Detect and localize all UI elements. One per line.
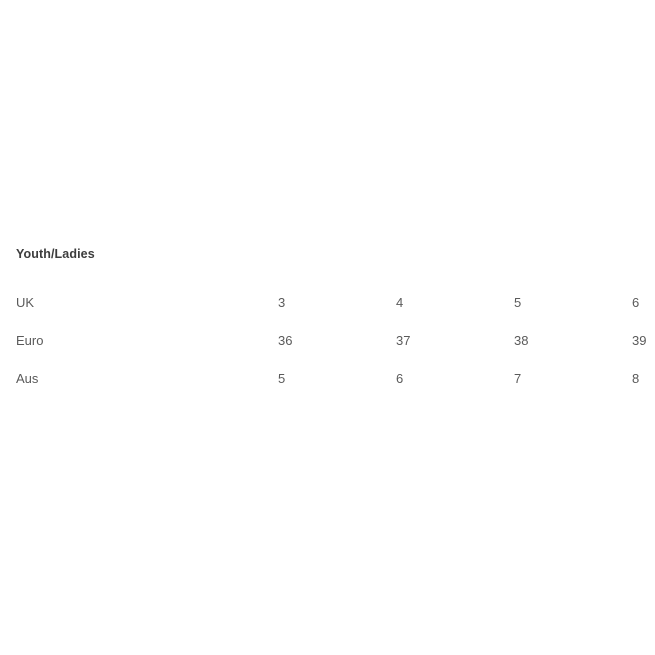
cell-aus-2: 6 — [396, 371, 404, 386]
cell-aus-1: 5 — [278, 371, 286, 386]
page-title: Youth/Ladies — [16, 247, 95, 261]
row-label-aus: Aus — [16, 371, 39, 386]
cell-uk-4: 6 — [632, 295, 640, 310]
cell-euro-3: 38 — [514, 333, 529, 348]
row-label-uk: UK — [16, 295, 35, 310]
size-chart-block — [16, 246, 647, 398]
cell-euro-1: 36 — [278, 333, 293, 348]
row-label-euro: Euro — [16, 333, 44, 348]
size-conversion-table — [16, 284, 655, 398]
cell-aus-4: 8 — [632, 371, 640, 386]
cell-euro-2: 37 — [396, 333, 411, 348]
cell-euro-4: 39 — [632, 333, 647, 348]
cell-uk-1: 3 — [278, 295, 286, 310]
table-row — [16, 360, 655, 398]
table-row — [16, 322, 655, 360]
table-row — [16, 284, 655, 322]
cell-uk-3: 5 — [514, 295, 522, 310]
cell-aus-3: 7 — [514, 371, 522, 386]
cell-uk-2: 4 — [396, 295, 404, 310]
